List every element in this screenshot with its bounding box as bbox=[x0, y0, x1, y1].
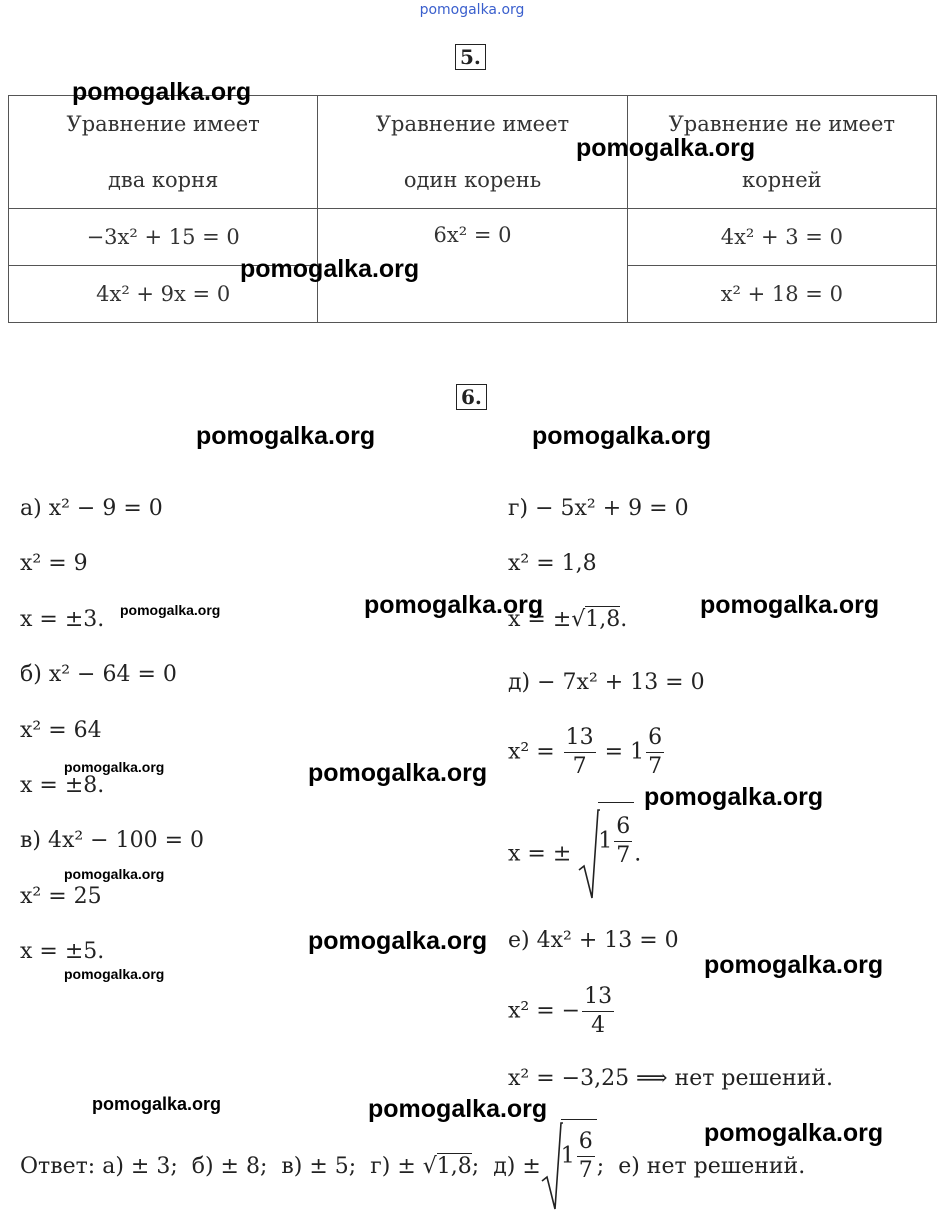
denominator: 7 bbox=[648, 754, 663, 779]
denominator: 7 bbox=[616, 843, 631, 868]
watermark: pomogalka.org bbox=[64, 966, 165, 982]
table-cell: 4x² + 9x = 0 bbox=[9, 266, 318, 323]
watermark: pomogalka.org bbox=[704, 1119, 884, 1147]
denominator: 7 bbox=[578, 1158, 593, 1183]
numerator: 6 bbox=[646, 724, 664, 753]
header-line: два корня bbox=[107, 168, 219, 192]
header-line: корней bbox=[742, 168, 822, 192]
task-5-table bbox=[8, 95, 937, 323]
expr-prefix: x = ± bbox=[508, 607, 572, 632]
header-line: Уравнение имеет bbox=[375, 112, 570, 136]
answer-label: Ответ: bbox=[20, 1153, 96, 1179]
expr-prefix: x² = bbox=[508, 739, 555, 765]
watermark: pomogalka.org bbox=[700, 591, 880, 619]
numerator: 13 bbox=[582, 983, 614, 1012]
watermark: pomogalka.org bbox=[532, 422, 712, 450]
radicand: 1,8 bbox=[585, 607, 621, 632]
expr-prefix: x = ± bbox=[508, 841, 572, 867]
radicand bbox=[598, 802, 634, 870]
watermark: pomogalka.org bbox=[196, 422, 376, 450]
whole-part: 1 bbox=[598, 828, 613, 854]
whole-part: 1 bbox=[560, 1143, 575, 1169]
solution-line: в) 4x² − 100 = 0 bbox=[20, 828, 205, 853]
sqrt-sign-icon bbox=[541, 1121, 563, 1211]
watermark: pomogalka.org bbox=[704, 951, 884, 979]
watermark: pomogalka.org bbox=[64, 866, 165, 882]
answer-item: е) нет решений. bbox=[618, 1153, 806, 1179]
sqrt-sign-icon bbox=[578, 808, 600, 900]
radicand: 1,8 bbox=[436, 1153, 472, 1179]
answer-item-sqrt bbox=[370, 1154, 479, 1179]
watermark: pomogalka.org bbox=[120, 602, 221, 618]
sqrt-sign-icon: √ bbox=[422, 1153, 437, 1179]
watermark: pomogalka.org bbox=[308, 759, 488, 787]
answer-item: б) ± 8; bbox=[191, 1153, 268, 1179]
task-5-number: 5. bbox=[455, 44, 486, 70]
expr-prefix: x² = − bbox=[508, 998, 581, 1024]
table-cell: x² + 18 = 0 bbox=[627, 266, 936, 323]
site-header-link[interactable]: pomogalka.org bbox=[419, 2, 525, 18]
fraction bbox=[577, 1128, 595, 1185]
watermark: pomogalka.org bbox=[92, 1094, 222, 1114]
expr-end: . bbox=[620, 607, 628, 632]
table-cell: 6x² = 0 bbox=[318, 209, 627, 323]
watermark: pomogalka.org bbox=[72, 78, 252, 106]
watermark: pomogalka.org bbox=[576, 134, 756, 162]
fraction bbox=[646, 724, 664, 781]
solution-line: x² = −3,25 ⟹ нет решений. bbox=[508, 1066, 833, 1091]
solution-line: г) − 5x² + 9 = 0 bbox=[508, 496, 689, 521]
task-6-number: 6. bbox=[456, 384, 487, 410]
solution-line: x² = 1,8 bbox=[508, 551, 597, 576]
header-line: Уравнение не имеет bbox=[668, 112, 896, 136]
fraction bbox=[582, 983, 614, 1040]
solution-line: x = ±3. bbox=[20, 607, 105, 632]
answer-item: в) ± 5; bbox=[281, 1153, 357, 1179]
fraction bbox=[614, 813, 632, 870]
numerator: 6 bbox=[577, 1128, 595, 1157]
numerator: 6 bbox=[614, 813, 632, 842]
answer-line bbox=[20, 1120, 805, 1212]
watermark: pomogalka.org bbox=[64, 759, 165, 775]
solution-line: x = ±8. bbox=[20, 773, 105, 798]
expr-prefix: г) ± bbox=[370, 1153, 416, 1179]
sqrt-sign-icon: √ bbox=[571, 607, 586, 632]
denominator: 4 bbox=[591, 1013, 606, 1038]
fraction bbox=[564, 724, 596, 781]
solution-line: x² = 64 bbox=[20, 718, 102, 743]
column-header-two-roots bbox=[9, 96, 318, 209]
solution-line-fraction bbox=[508, 983, 616, 1040]
solution-line-sqrt bbox=[508, 808, 641, 900]
table-cell: 4x² + 3 = 0 bbox=[627, 209, 936, 266]
answer-item-sqrt bbox=[493, 1121, 604, 1211]
expr-mid: = 1 bbox=[604, 739, 645, 765]
expr-end: ; bbox=[471, 1153, 480, 1179]
solution-line: б) x² − 64 = 0 bbox=[20, 662, 177, 687]
solution-line: д) − 7x² + 13 = 0 bbox=[508, 670, 705, 695]
denominator: 7 bbox=[572, 754, 587, 779]
watermark: pomogalka.org bbox=[644, 783, 824, 811]
table-cell: −3x² + 15 = 0 bbox=[9, 209, 318, 266]
answer-item: а) ± 3; bbox=[102, 1153, 178, 1179]
watermark: pomogalka.org bbox=[240, 255, 420, 283]
solution-line: x² = 9 bbox=[20, 551, 88, 576]
radicand bbox=[561, 1119, 597, 1185]
numerator: 13 bbox=[564, 724, 596, 753]
expr-end: ; bbox=[596, 1153, 605, 1179]
expr-prefix: д) ± bbox=[493, 1153, 541, 1179]
solution-line: x = ±5. bbox=[20, 939, 105, 964]
solution-line: x² = 25 bbox=[20, 884, 102, 909]
solution-line: а) x² − 9 = 0 bbox=[20, 496, 163, 521]
header-line: Уравнение имеет bbox=[66, 112, 260, 136]
watermark: pomogalka.org bbox=[308, 927, 488, 955]
header-line: один корень bbox=[403, 168, 542, 192]
solution-line-fraction bbox=[508, 724, 666, 781]
watermark: pomogalka.org bbox=[368, 1095, 548, 1123]
watermark: pomogalka.org bbox=[364, 591, 544, 619]
expr-end: . bbox=[634, 841, 642, 867]
solution-line: е) 4x² + 13 = 0 bbox=[508, 928, 679, 953]
